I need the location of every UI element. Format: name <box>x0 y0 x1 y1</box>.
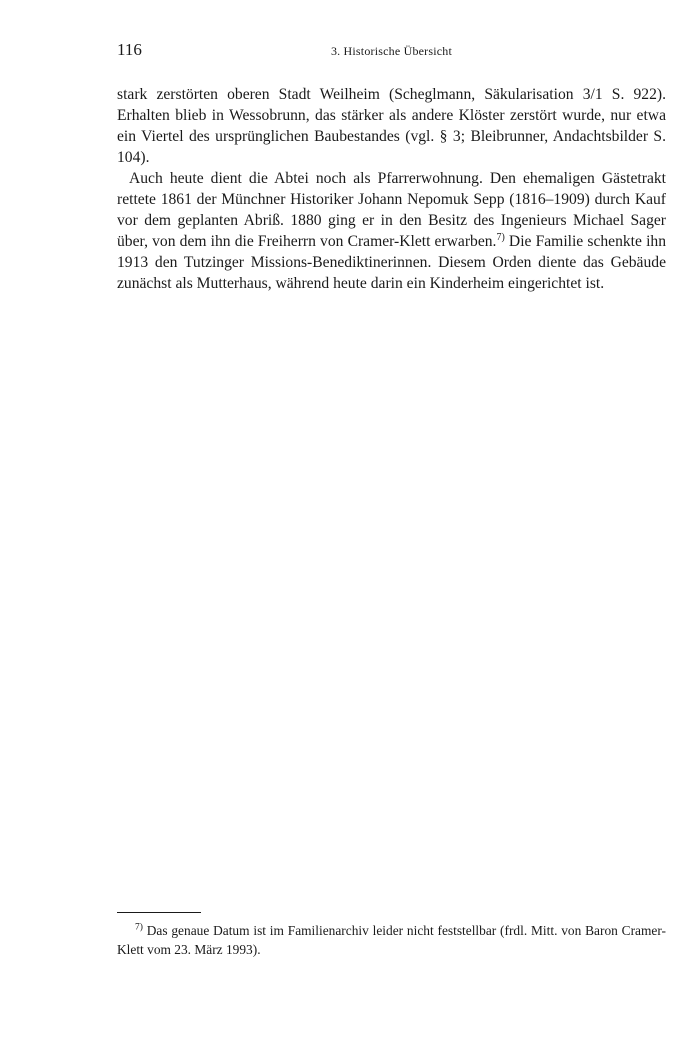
footnote-separator <box>117 912 201 913</box>
paragraph-2-text-before: Auch heute dient die Abtei noch als Pfarrerwohnung. Den ehemaligen Gästetrakt rettete 1861 der Münchner Historiker Johann Nepomuk Sepp (1816–1909) durch Kauf vor dem geplanten Abriß. 1880 ging er in den Besitz des Ingenieurs Michael Sager über, von dem ihn die Freiherrn von Cramer-Klett erwarben. <box>117 170 666 250</box>
paragraph-1: stark zerstörten oberen Stadt Weilheim (Scheglmann, Säkularisation 3/1 S. 922). Erhalten blieb in Wessobrunn, das stärker als andere Klöster zerstört wurde, nur etwa ein Viertel des ursprünglichen Baubestandes (vgl. § 3; Bleibrunner, Andachtsbilder S. 104). <box>117 86 666 166</box>
footnote-mark: 7) <box>135 922 143 933</box>
body-text <box>117 84 666 294</box>
footnote-reference-7: 7) <box>496 231 505 243</box>
footnote-7 <box>117 921 666 959</box>
page-number: 116 <box>117 40 142 59</box>
running-header-title: 3. Historische Übersicht <box>330 44 453 58</box>
paragraph-2 <box>117 168 666 294</box>
paragraph-2-text-after: Die Familie schenkte ihn 1913 den Tutzinger Missions-Benediktinerinnen. Diesem Orden diente das Gebäude zunächst als Mutterhaus, während heute darin ein Kinderheim eingerichtet ist. <box>117 233 666 292</box>
running-header <box>117 40 666 64</box>
footnote-text: Das genaue Datum ist im Familienarchiv leider nicht feststellbar (frdl. Mitt. von Baron Cramer-Klett vom 23. März 1993). <box>117 923 666 957</box>
